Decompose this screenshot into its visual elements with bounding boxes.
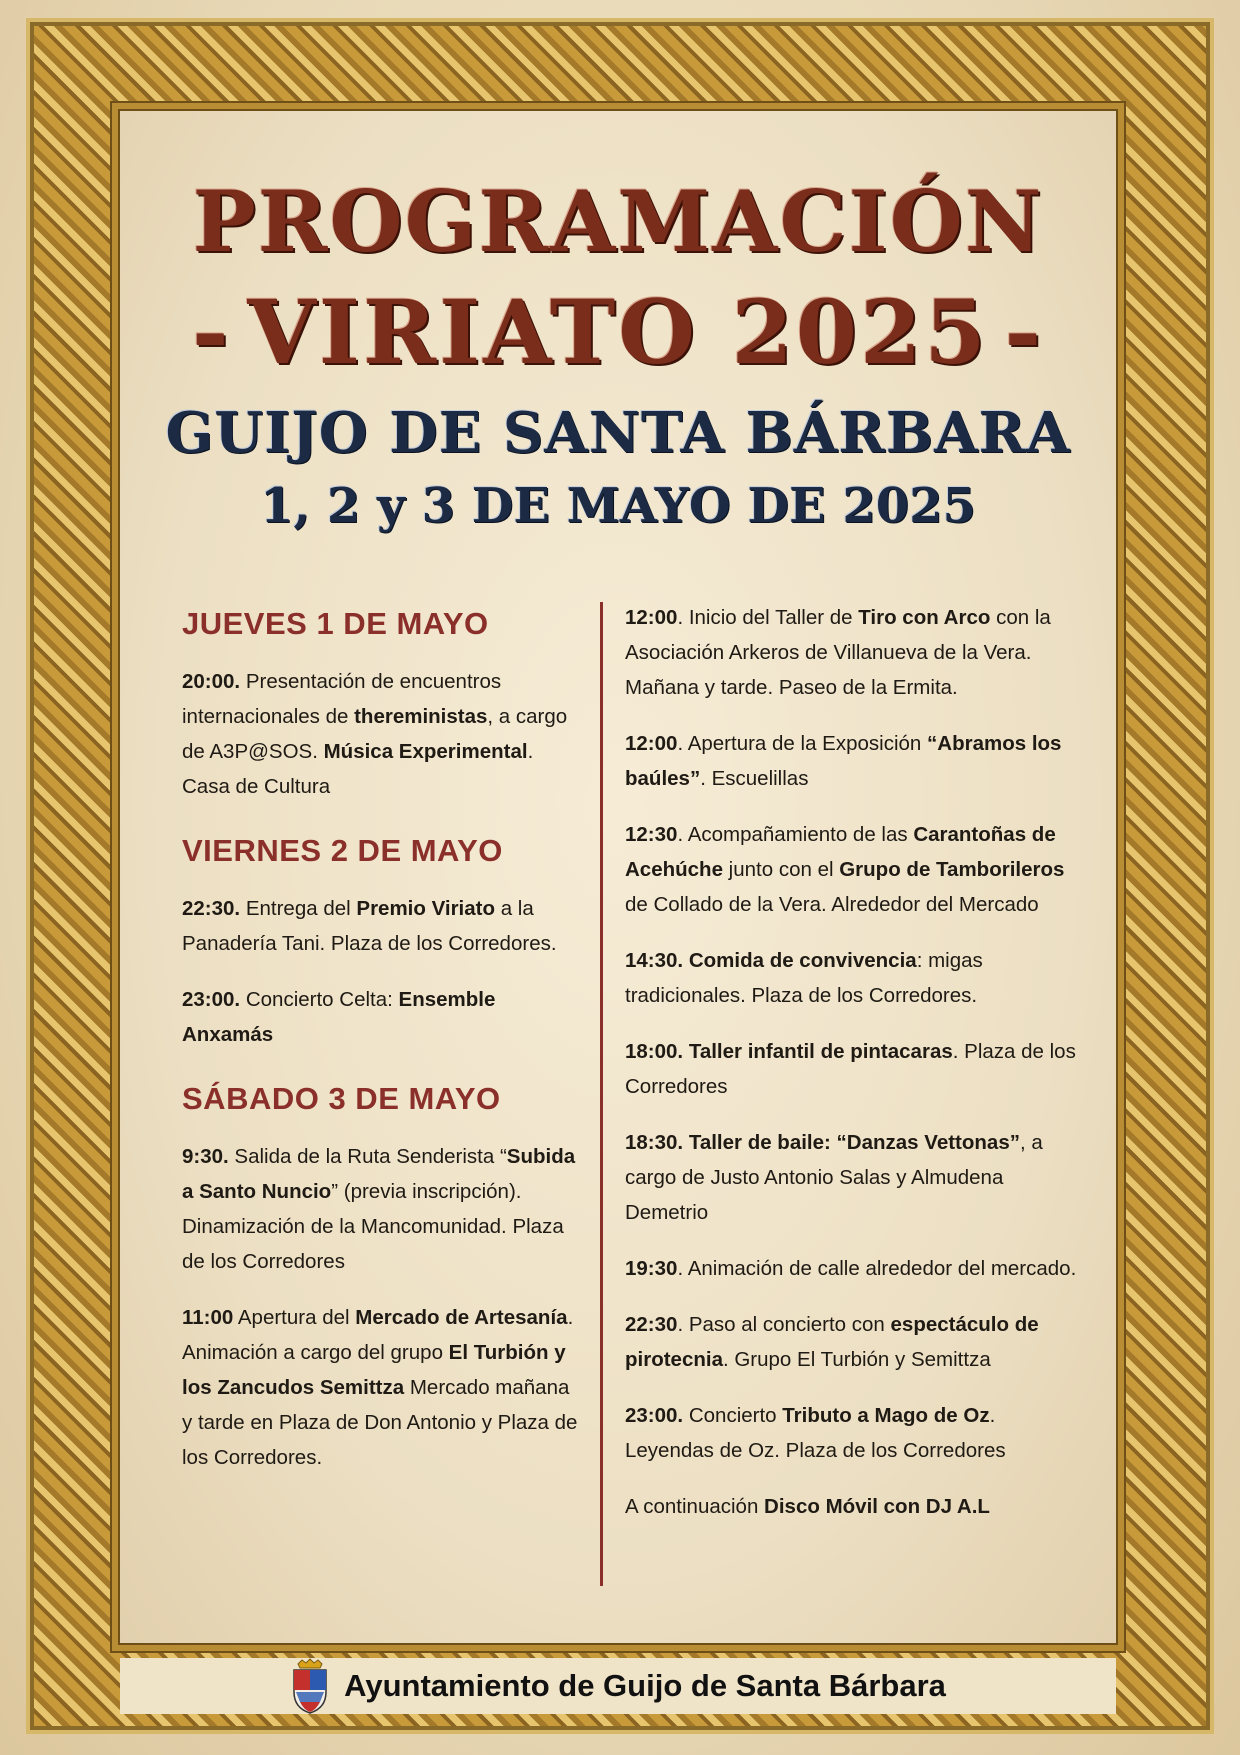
event-highlight: espectáculo de pirotecnia bbox=[625, 1313, 1039, 1371]
title-line-1: PROGRAMACIÓN bbox=[192, 172, 1044, 271]
event-text: Salida de la Ruta Senderista “ bbox=[228, 1145, 507, 1168]
title-dash-left: - bbox=[192, 280, 232, 384]
event-text: de Collado de la Vera. Alrededor del Mercado bbox=[625, 893, 1039, 916]
event-highlight: 22:30 bbox=[625, 1313, 678, 1336]
event-highlight: Premio Viriato bbox=[356, 897, 496, 920]
event-text: a la Panadería Tani. Plaza de los Corredores. bbox=[182, 897, 557, 955]
event-highlight: Música Experimental bbox=[323, 740, 528, 763]
event-highlight: Tributo a Mago de Oz bbox=[782, 1404, 990, 1427]
event-highlight: Tiro con Arco bbox=[858, 606, 991, 629]
event-highlight: 14:30. Comida de convivencia bbox=[625, 949, 917, 972]
event-text: . Grupo El Turbión y Semittza bbox=[722, 1348, 991, 1371]
event-item bbox=[182, 982, 582, 1052]
event-highlight: thereministas bbox=[354, 705, 488, 728]
event-highlight: 19:30 bbox=[625, 1257, 678, 1280]
event-item bbox=[182, 891, 582, 961]
event-highlight: 18:30. Taller de baile: “Danzas Vettonas” bbox=[625, 1131, 1020, 1154]
event-item bbox=[625, 1489, 1080, 1524]
left-column bbox=[182, 606, 582, 1504]
event-text: . Animación a cargo del grupo bbox=[182, 1306, 574, 1364]
event-text: . Leyendas de Oz. Plaza de los Corredores bbox=[625, 1404, 1006, 1462]
event-dates: 1, 2 y 3 DE MAYO DE 2025 bbox=[260, 478, 976, 534]
event-highlight: 23:00. bbox=[625, 1404, 684, 1427]
event-text: Entrega del bbox=[240, 897, 357, 920]
coat-of-arms-icon bbox=[290, 1658, 330, 1714]
event-item bbox=[625, 1034, 1080, 1104]
event-text: Mercado mañana y tarde en Plaza de Don Antonio y Plaza de los Corredores. bbox=[182, 1376, 578, 1469]
event-text: Concierto Celta: bbox=[240, 988, 399, 1011]
event-item bbox=[625, 817, 1080, 922]
event-item bbox=[625, 943, 1080, 1013]
footer-text: Ayuntamiento de Guijo de Santa Bárbara bbox=[344, 1668, 946, 1703]
event-highlight: 20:00. bbox=[182, 670, 241, 693]
event-highlight: Ensemble Anxamás bbox=[182, 988, 496, 1046]
event-item bbox=[625, 1251, 1080, 1286]
event-highlight: El Turbión y los Zancudos Semittza bbox=[182, 1341, 566, 1399]
event-text: . Plaza de los Corredores bbox=[625, 1040, 1076, 1098]
event-text: . Acompañamiento de las bbox=[677, 823, 914, 846]
event-item bbox=[625, 1307, 1080, 1377]
event-text: , a cargo de Justo Antonio Salas y Almudena Demetrio bbox=[625, 1131, 1043, 1224]
title-line-2-text: VIRIATO 2025 bbox=[247, 280, 989, 384]
event-item bbox=[625, 1125, 1080, 1230]
event-highlight: Mercado de Artesanía bbox=[355, 1306, 568, 1329]
event-highlight: “Abramos los baúles” bbox=[625, 732, 1062, 790]
event-text: . Inicio del Taller de bbox=[677, 606, 859, 629]
event-highlight: Subida a Santo Nuncio bbox=[182, 1145, 576, 1203]
event-text: : migas tradicionales. Plaza de los Corredores. bbox=[625, 949, 983, 1007]
event-highlight: Disco Móvil con DJ A.L bbox=[764, 1495, 990, 1518]
title-line-2 bbox=[120, 280, 1116, 384]
event-item bbox=[182, 1139, 582, 1279]
event-item bbox=[625, 600, 1080, 705]
right-column bbox=[625, 600, 1080, 1545]
event-highlight: 12:00 bbox=[625, 732, 678, 755]
event-text: . Paso al concierto con bbox=[677, 1313, 891, 1336]
event-highlight: 9:30. bbox=[182, 1145, 229, 1168]
title-dash-right: - bbox=[1004, 280, 1044, 384]
event-text: Apertura del bbox=[233, 1306, 356, 1329]
event-text: A continuación bbox=[625, 1495, 765, 1518]
event-highlight: Grupo de Tamborileros bbox=[839, 858, 1065, 881]
event-text: . Animación de calle alrededor del mercado. bbox=[677, 1257, 1077, 1280]
event-item bbox=[182, 664, 582, 804]
event-item bbox=[182, 1300, 582, 1475]
event-item bbox=[625, 726, 1080, 796]
day-heading: JUEVES 1 DE MAYO bbox=[182, 606, 489, 641]
column-divider bbox=[600, 602, 603, 1586]
event-text: . Escuelillas bbox=[700, 767, 809, 790]
footer bbox=[120, 1658, 1116, 1714]
day-heading: SÁBADO 3 DE MAYO bbox=[182, 1081, 501, 1116]
event-highlight: Carantoñas de Acehúche bbox=[625, 823, 1056, 881]
event-text: con la Asociación Arkeros de Villanueva de la Vera. Mañana y tarde. Paseo de la Ermita. bbox=[625, 606, 1051, 699]
event-item bbox=[625, 1398, 1080, 1468]
event-highlight: 22:30. bbox=[182, 897, 241, 920]
event-text: ” (previa inscripción). Dinamización de la Mancomunidad. Plaza de los Corredores bbox=[182, 1180, 564, 1273]
event-highlight: 12:00 bbox=[625, 606, 678, 629]
event-text: . Casa de Cultura bbox=[182, 740, 534, 798]
event-text: junto con el bbox=[722, 858, 840, 881]
event-highlight: 12:30 bbox=[625, 823, 678, 846]
event-text: Presentación de encuentros internacionales de bbox=[182, 670, 502, 728]
town-name: GUIJO DE SANTA BÁRBARA bbox=[165, 400, 1071, 466]
event-highlight: 11:00 bbox=[182, 1306, 234, 1329]
event-text: . Apertura de la Exposición bbox=[677, 732, 928, 755]
event-text: , a cargo de A3P@SOS. bbox=[182, 705, 568, 763]
event-highlight: 23:00. bbox=[182, 988, 241, 1011]
event-highlight: 18:00. Taller infantil de pintacaras bbox=[625, 1040, 953, 1063]
event-text: Concierto bbox=[683, 1404, 783, 1427]
day-heading: VIERNES 2 DE MAYO bbox=[182, 833, 503, 868]
